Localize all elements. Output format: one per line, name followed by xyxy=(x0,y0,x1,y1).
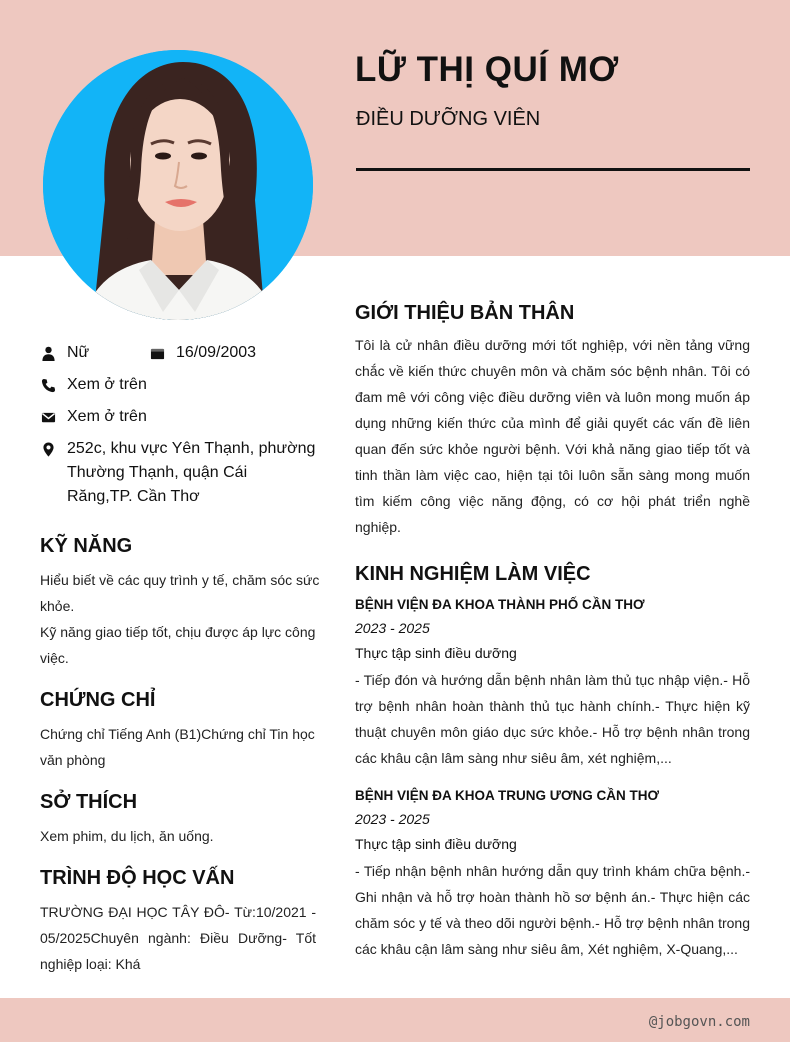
job-role: Thực tập sinh điều dưỡng xyxy=(355,645,517,661)
job-description: - Tiếp nhận bệnh nhân hướng dẫn quy trình khám chữa bệnh.- Ghi nhận và hỗ trợ hoàn thành hồ sơ bệnh án.- Thực hiện các chăm sóc y tế và theo dõi người bệnh.- Hỗ trợ bệnh nhân trong các khâu cận lâm sàng như siêu âm, Xét nghiệm, X-Quang,... xyxy=(355,863,750,957)
birthdate-value: 16/09/2003 xyxy=(176,344,257,361)
address-value: 252c, khu vực Yên Thạnh, phường Thường Thạnh, quận Cái Răng,TP. Cần Thơ xyxy=(67,440,316,505)
hobbies-text: Xem phim, du lịch, ăn uống. xyxy=(40,828,214,844)
email-row xyxy=(40,405,320,429)
email-value[interactable]: Xem ở trên xyxy=(67,408,147,425)
skill-item: Kỹ năng giao tiếp tốt, chịu được áp lực công việc. xyxy=(40,624,316,666)
job-role: Thực tập sinh điều dưỡng xyxy=(355,836,517,852)
phone-value[interactable]: Xem ở trên xyxy=(67,376,147,393)
calendar-icon xyxy=(149,341,165,365)
phone-row xyxy=(40,373,320,397)
profile-photo-illustration xyxy=(43,50,313,320)
candidate-name: LỮ THỊ QUÍ MƠ xyxy=(355,50,619,89)
skill-item: Hiểu biết về các quy trình y tế, chăm sóc sức khỏe. xyxy=(40,572,320,614)
about-text: Tôi là cử nhân điều dưỡng mới tốt nghiệp, với nền tảng vững chắc về kiến thức chuyên môn và chăm sóc bệnh nhân. Tôi có đam mê với công việc điều dưỡng viên và luôn mong muốn áp dụng những kiến thức của mình để giải quyết các vấn đề liên quan đến sức khỏe người bệnh. Với khả năng giao tiếp tốt và tinh thần làm việc cao, hiện tại tôi luôn sẵn sàng mong muốn tìm kiếm công việc năng động, có cơ hội phát triển nghề nghiệp. xyxy=(355,337,750,535)
location-pin-icon xyxy=(40,437,56,461)
gender-value: Nữ xyxy=(67,344,90,361)
job-period: 2023 - 2025 xyxy=(355,620,430,636)
job-period: 2023 - 2025 xyxy=(355,811,430,827)
certificates-text: Chứng chỉ Tiếng Anh (B1)Chứng chỉ Tin học văn phòng xyxy=(40,726,315,768)
gender-row xyxy=(40,341,150,365)
profile-photo xyxy=(43,50,313,320)
job-description: - Tiếp đón và hướng dẫn bệnh nhân làm thủ tục nhập viện.- Hỗ trợ bệnh nhân hoàn thành thủ tục hành chính.- Thực hiện kỹ thuật chuyên môn giáo dục sức khỏe.- Hỗ trợ bệnh nhân trong các khâu cận lâm sàng như siêu âm, xét nghiệm,... xyxy=(355,672,750,766)
skills-title: KỸ NĂNG xyxy=(40,535,133,557)
footer-brand[interactable]: @jobgovn.com xyxy=(648,1014,750,1030)
address-row xyxy=(40,437,320,509)
birthdate-row xyxy=(149,341,319,365)
job-title: ĐIỀU DƯỠNG VIÊN xyxy=(356,108,541,130)
phone-icon xyxy=(40,373,56,397)
experience-title: KINH NGHIỆM LÀM VIỆC xyxy=(355,563,591,585)
certificates-title: CHỨNG CHỈ xyxy=(40,689,156,711)
title-divider xyxy=(356,168,750,171)
mail-icon xyxy=(40,405,56,429)
education-text: TRƯỜNG ĐẠI HỌC TÂY ĐÔ- Từ:10/2021 - 05/2025Chuyên ngành: Điều Dưỡng- Tốt nghiệp loại: Khá xyxy=(40,904,316,972)
job-organization: BỆNH VIỆN ĐA KHOA TRUNG ƯƠNG CẦN THƠ xyxy=(355,788,659,803)
about-title: GIỚI THIỆU BẢN THÂN xyxy=(355,302,575,324)
job-organization: BỆNH VIỆN ĐA KHOA THÀNH PHỐ CẦN THƠ xyxy=(355,597,645,612)
hobbies-title: SỞ THÍCH xyxy=(40,791,138,813)
person-icon xyxy=(40,341,56,365)
skills-list xyxy=(40,567,320,671)
education-title: TRÌNH ĐỘ HỌC VẤN xyxy=(40,867,235,889)
